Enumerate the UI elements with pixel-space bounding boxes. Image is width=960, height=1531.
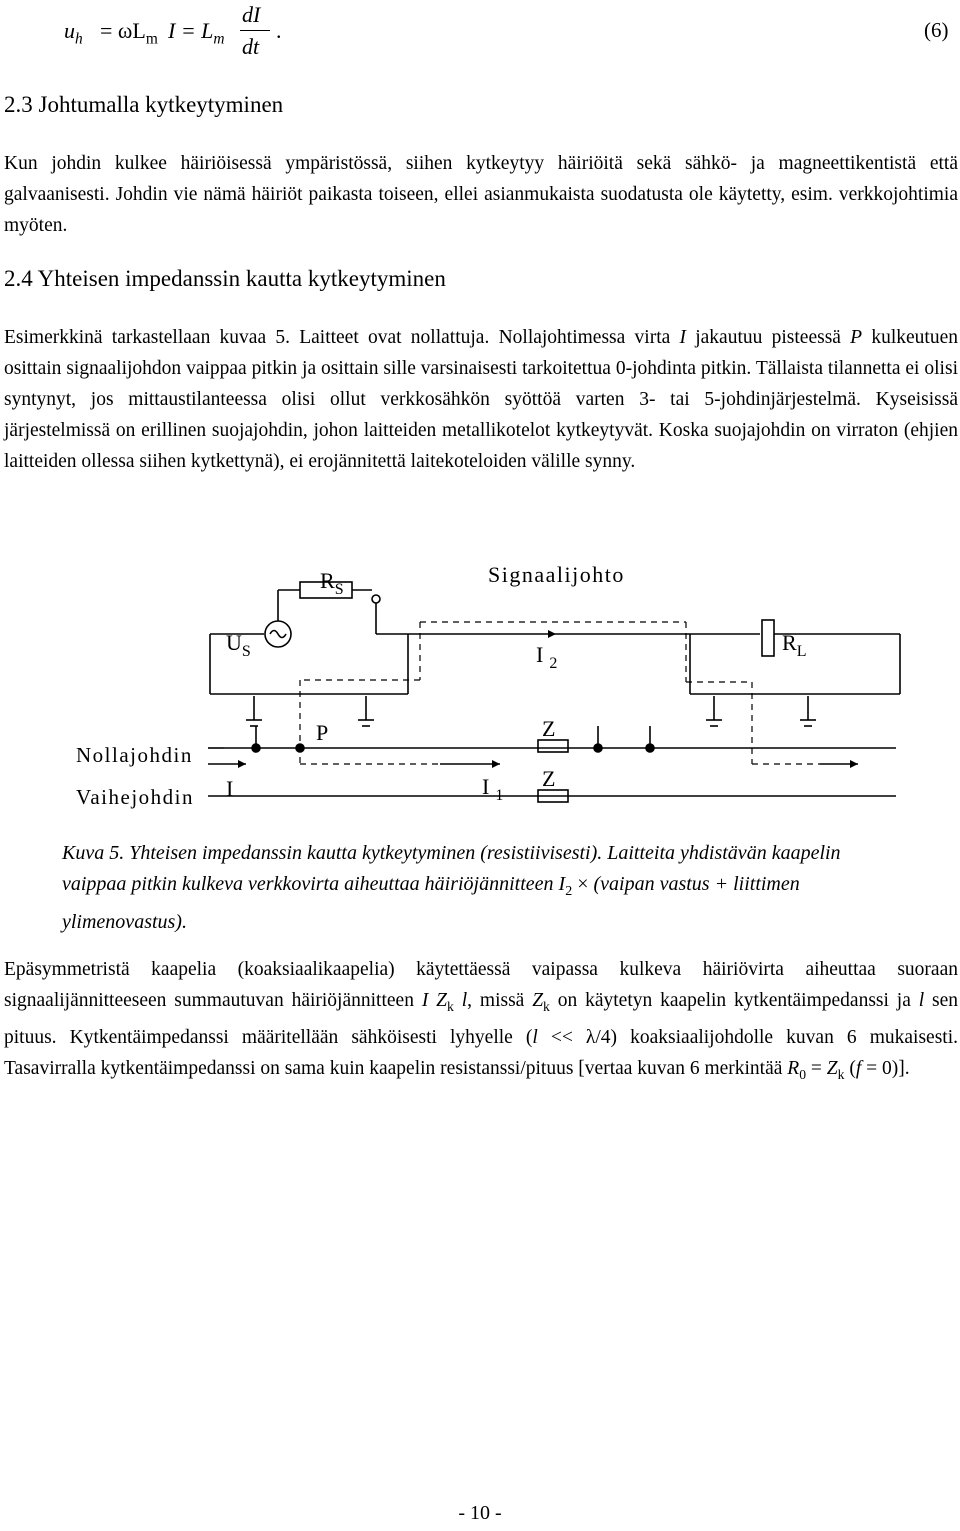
label-rs: $R_S$ — [320, 568, 344, 598]
figure-5-diagram — [0, 550, 960, 840]
eq-lhs-sub: h — [75, 30, 83, 48]
eq-frac-num: dI — [242, 2, 261, 27]
label-rl: $R_L$ — [782, 630, 807, 660]
label-signaalijohto: Signaalijohto — [488, 562, 625, 587]
label-i: I — [226, 776, 234, 801]
section-heading-2-4: 2.4 Yhteisen impedanssin kautta kytkeytyminen — [4, 266, 446, 291]
label-nollajohdin: Nollajohdin — [76, 743, 193, 767]
z-top-impedance — [538, 740, 568, 752]
section-2-3-paragraph: Kun johdin kulkee häiriöisessä ympäristössä, siihen kytkeytyy häiriöitä sekä sähkö- ja magneettikentistä että galvaanisesti. Johdin vie nämä häiriöt paikasta toiseen, ellei asianmukaista suodatusta ole käytetty, esim. verkkojohtimia myöten. — [4, 153, 958, 236]
eq-expr2: I = L — [168, 18, 214, 43]
eq-expr1: = ωL — [100, 18, 146, 43]
rs-terminal — [372, 595, 380, 603]
figure-5-caption: Kuva 5. Yhteisen impedanssin kautta kytkeytyminen (resistiivisesti). Laitteita yhdistävän kaapelin vaippaa pitkin kulkeva verkkovirta aiheuttaa häiriöjännitteen $I_2$ × (vaipan vastus + liittimen ylimenovastus). — [62, 842, 841, 933]
label-us: $U_S$ — [226, 630, 251, 660]
label-vaihejohdin: Vaihejohdin — [76, 785, 194, 809]
section-heading-2-3: 2.3 Johtumalla kytkeytyminen — [4, 92, 284, 117]
equation-number: (6) — [924, 18, 949, 42]
equation-6 — [64, 2, 364, 62]
eq-expr1-sub: m — [145, 30, 158, 48]
label-z-top: Z — [542, 716, 556, 741]
asymmetric-cable-paragraph: Epäsymmetristä kaapelia (koaksiaalikaapelia) käytettäessä vaipassa kulkeva häiriövirta aiheuttaa suoraan signaalijännitteeseen summautuvan häiriöjännitteen I $Z_k$ l, missä $Z_k$ on käytetyn kaapelin kytkentäimpedanssi ja l sen pituus. Kytkentäimpedanssi määritellään sähköisesti lyhyelle (l << λ/4) koaksiaalijohdolle kuvan 6 mukaisesti. Tasavirralla kytkentäimpedanssi on sama kuin kaapelin resistanssi/pituus [vertaa kuvan 6 merkintää $R_0 = Z_k$ (f = 0)]. — [4, 959, 959, 1082]
eq-frac-bar — [240, 30, 270, 31]
sine-icon — [270, 631, 286, 638]
shield-current-path — [300, 622, 820, 764]
label-i1: I $_1$ — [482, 774, 504, 804]
section-2-4-paragraph: Esimerkkinä tarkastellaan kuvaa 5. Laitteet ovat nollattuja. Nollajohtimessa virta I jakautuu pisteessä P kulkeutuen osittain signaalijohdon vaippaa pitkin ja osittain sille varsinaisesti tarkoitettua 0-johdinta pitkin. Tällaista tilannetta ei olisi syntynyt, jos mittaustilanteessa olisi ollut verkkosähkön syöttöä varten 3- tai 5-johdinjärjestelmä. Kyseisissä järjestelmissä on erillinen suojajohdin, johon laitteiden metallikotelot kytkeytyvät. Koska suojajohdin on virraton (ehjien laitteiden ollessa siihen kytkettynä), ei erojännitettä laitekoteloiden välille synny. — [4, 327, 958, 472]
label-z-bottom: Z — [542, 766, 556, 791]
eq-expr2-sub: m — [213, 30, 225, 48]
eq-dot: . — [276, 18, 282, 43]
eq-frac-den: dt — [242, 34, 260, 59]
page-number: - 10 - — [458, 1502, 502, 1524]
label-i2: I $_2$ — [536, 642, 558, 672]
rl-resistor — [762, 620, 774, 656]
eq-lhs: u — [64, 18, 75, 43]
label-p: P — [316, 720, 329, 745]
